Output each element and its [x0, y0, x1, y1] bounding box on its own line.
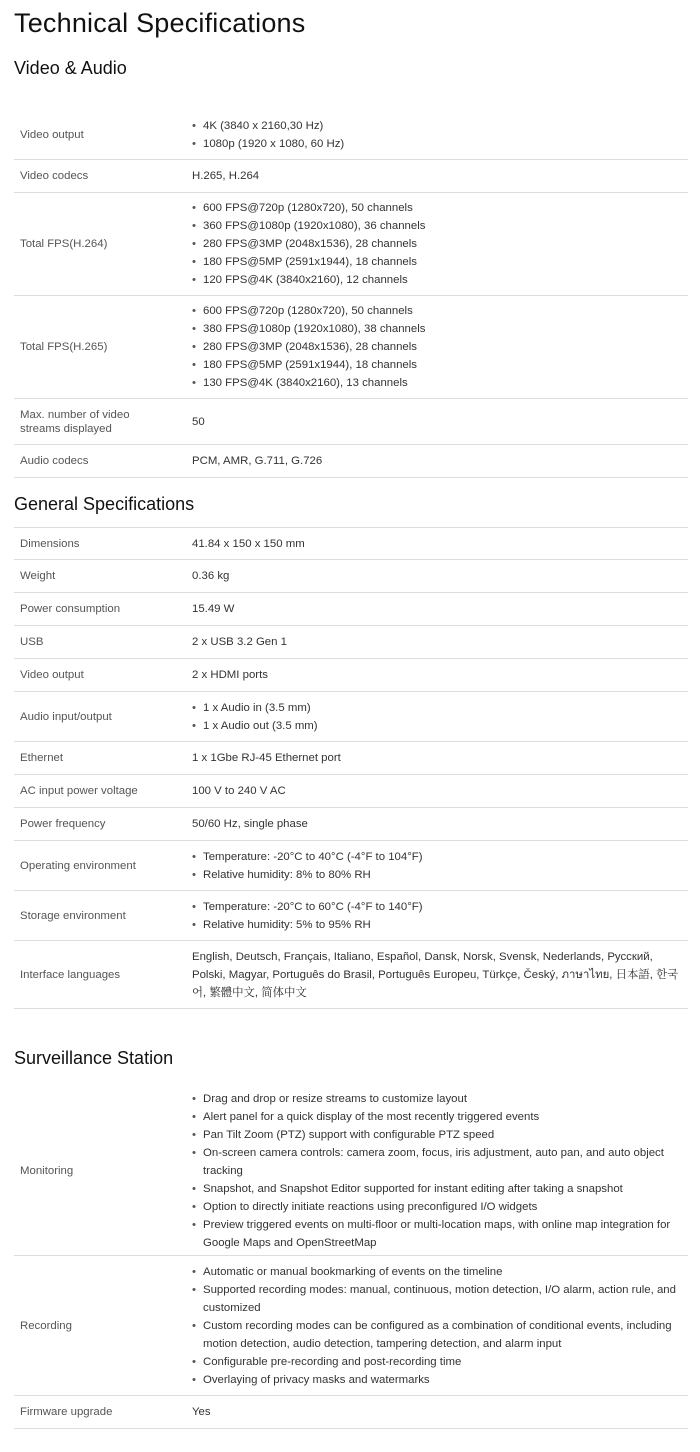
spec-label: Max. number of video streams displayed: [20, 408, 130, 435]
list-item: • Drag and drop or resize streams to customize layout: [192, 1090, 688, 1108]
list-item: • On-screen camera controls: camera zoom, focus, iris adjustment, auto pan, and auto object tracking: [192, 1144, 688, 1180]
spec-row-operating-environment: [14, 841, 688, 891]
list-item: • Temperature: -20°C to 60°C (-4°F to 140°F): [192, 898, 688, 916]
list-item: • Snapshot, and Snapshot Editor supported for instant editing after taking a snapshot: [192, 1180, 688, 1198]
spec-value: [192, 898, 688, 934]
spec-value: [192, 1090, 688, 1252]
list-item: • 1 x Audio in (3.5 mm): [192, 699, 688, 717]
section-general-specifications: [14, 492, 688, 1009]
spec-label: Monitoring: [20, 1164, 74, 1177]
spec-label: Interface languages: [20, 968, 121, 981]
spec-row-monitoring: [14, 1086, 688, 1256]
spec-value: H.265, H.264: [192, 170, 260, 182]
list-item: • 1 x Audio out (3.5 mm): [192, 717, 688, 735]
list-item: • Relative humidity: 8% to 80% RH: [192, 866, 688, 884]
spec-label: Video codecs: [20, 170, 89, 182]
section-video-audio: [14, 56, 688, 478]
list-item: • Alert panel for a quick display of the most recently triggered events: [192, 1108, 688, 1126]
spec-value: [192, 302, 688, 392]
spec-label: Storage environment: [20, 909, 126, 922]
list-item: • 180 FPS@5MP (2591x1944), 18 channels: [192, 253, 688, 271]
list-item: • 280 FPS@3MP (2048x1536), 28 channels: [192, 338, 688, 356]
spec-label: Dimensions: [20, 537, 80, 550]
section-surveillance-station: [14, 1046, 688, 1429]
spec-value: Yes: [192, 1406, 211, 1418]
section-title: General Specifications: [14, 494, 195, 514]
spec-row-video-codecs: [14, 160, 688, 193]
spec-row-video-output: [14, 659, 688, 692]
spec-label: AC input power voltage: [20, 785, 138, 797]
spec-label: Operating environment: [20, 859, 136, 872]
list-item: • Pan Tilt Zoom (PTZ) support with configurable PTZ speed: [192, 1126, 688, 1144]
spec-value: 2 x USB 3.2 Gen 1: [192, 636, 287, 648]
list-item: • Supported recording modes: manual, continuous, motion detection, I/O alarm, action rule, and customized: [192, 1281, 688, 1317]
spec-label: Power frequency: [20, 818, 106, 830]
spec-label: Power consumption: [20, 603, 121, 615]
list-item: • 600 FPS@720p (1280x720), 50 channels: [192, 199, 688, 217]
list-item: • Overlaying of privacy masks and watermarks: [192, 1371, 688, 1389]
spec-row-ethernet: [14, 742, 688, 775]
spec-row-usb: [14, 626, 688, 659]
spec-row-audio-codecs: [14, 445, 688, 478]
spec-label: Weight: [20, 570, 56, 582]
spec-row-power-frequency: [14, 808, 688, 841]
spec-value: 41.84 x 150 x 150 mm: [192, 537, 305, 550]
spec-label: Ethernet: [20, 752, 64, 764]
spec-value: 2 x HDMI ports: [192, 669, 268, 681]
page-title: Technical Specifications: [14, 8, 306, 38]
spec-label: Recording: [20, 1319, 72, 1332]
spec-value: 100 V to 240 V AC: [192, 785, 286, 797]
section-title: Video & Audio: [14, 58, 127, 78]
list-item: • Custom recording modes can be configured as a combination of conditional events, including motion detection, audio detection, tampering detection, and alarm input: [192, 1317, 688, 1353]
spec-label: Video output: [20, 669, 84, 681]
list-item: • 360 FPS@1080p (1920x1080), 36 channels: [192, 217, 688, 235]
list-item: • Configurable pre-recording and post-recording time: [192, 1353, 688, 1371]
spec-row-video-output: [14, 110, 688, 160]
spec-row-max-streams: [14, 399, 688, 445]
list-item: • Temperature: -20°C to 40°C (-4°F to 104°F): [192, 848, 688, 866]
spec-value: 50: [192, 415, 205, 428]
list-item: • 380 FPS@1080p (1920x1080), 38 channels: [192, 320, 688, 338]
spec-row-ac-input-voltage: [14, 775, 688, 808]
spec-row-power-consumption: [14, 593, 688, 626]
spec-label: USB: [20, 636, 44, 648]
list-item: • 4K (3840 x 2160,30 Hz): [192, 117, 688, 135]
spec-label: Firmware upgrade: [20, 1406, 113, 1418]
spec-value: PCM, AMR, G.711, G.726: [192, 455, 323, 467]
spec-label: Total FPS(H.264): [20, 238, 108, 250]
list-item: • Automatic or manual bookmarking of events on the timeline: [192, 1263, 688, 1281]
spec-label: Video output: [20, 128, 84, 141]
list-item: • Preview triggered events on multi-floor or multi-location maps, with online map integration for Google Maps and OpenStreetMap: [192, 1216, 688, 1252]
spec-value: English, Deutsch, Français, Italiano, Español, Dansk, Norsk, Svensk, Nederlands, Русский, Polski, Magyar, Português do Brasil, Português Europeu, Türkçe, Český, ภาษาไทย, 日本語, 한국어, 繁體中文, 简体中文: [192, 950, 679, 999]
spec-label: Total FPS(H.265): [20, 341, 108, 353]
spec-row-recording: [14, 1256, 688, 1396]
spec-value: [192, 199, 688, 289]
spec-row-weight: [14, 560, 688, 593]
list-item: • 1080p (1920 x 1080, 60 Hz): [192, 135, 688, 153]
section-title: Surveillance Station: [14, 1048, 174, 1068]
spec-row-interface-languages: [14, 941, 688, 1009]
spec-value: 1 x 1Gbe RJ-45 Ethernet port: [192, 752, 341, 764]
spec-value: [192, 699, 688, 735]
list-item: • 120 FPS@4K (3840x2160), 12 channels: [192, 271, 688, 289]
list-item: • 130 FPS@4K (3840x2160), 13 channels: [192, 374, 688, 392]
list-item: • 280 FPS@3MP (2048x1536), 28 channels: [192, 235, 688, 253]
spec-value: [192, 1263, 688, 1389]
spec-row-dimensions: [14, 527, 688, 560]
spec-row-firmware-upgrade: [14, 1396, 688, 1429]
spec-value: 50/60 Hz, single phase: [192, 818, 308, 830]
list-item: • Relative humidity: 5% to 95% RH: [192, 916, 688, 934]
spec-row-total-fps-h264: [14, 193, 688, 296]
spec-label: Audio input/output: [20, 710, 112, 723]
spec-row-audio-input-output: [14, 692, 688, 742]
spec-value: [192, 848, 688, 884]
spec-row-total-fps-h265: [14, 296, 688, 399]
list-item: • Option to directly initiate reactions using preconfigured I/O widgets: [192, 1198, 688, 1216]
spec-value: 15.49 W: [192, 603, 235, 615]
list-item: • 180 FPS@5MP (2591x1944), 18 channels: [192, 356, 688, 374]
spec-label: Audio codecs: [20, 455, 89, 467]
spec-value: 0.36 kg: [192, 570, 230, 582]
spec-row-storage-environment: [14, 891, 688, 941]
spec-value: [192, 117, 688, 153]
list-item: • 600 FPS@720p (1280x720), 50 channels: [192, 302, 688, 320]
